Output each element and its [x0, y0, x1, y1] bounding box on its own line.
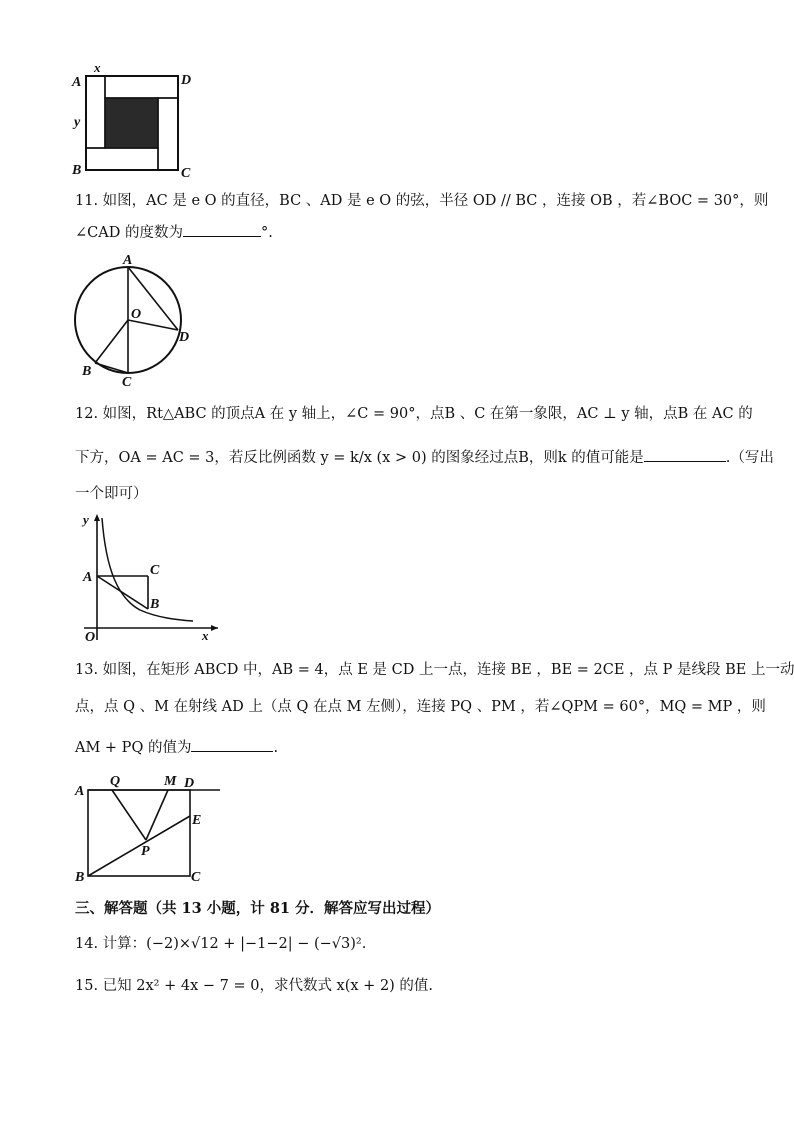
- fig10-label-B: B: [72, 163, 82, 178]
- fig11-label-C: C: [122, 375, 132, 390]
- fig13-label-C: C: [191, 870, 201, 885]
- section-3-heading: 三、解答题（共 13 小题，计 81 分．解答应写出过程）: [75, 900, 441, 917]
- fig12-label-B: B: [150, 597, 160, 612]
- fig10-label-y: y: [74, 115, 81, 130]
- q12-prompt: 下方，OA = AC = 3，若反比例函数 y = k/x (x > 0) 的图象经过点B，则k 的值可能是: [75, 450, 644, 466]
- q11-line-2: [75, 222, 273, 243]
- fig10-label-A: A: [72, 75, 82, 90]
- fig13-label-P: P: [141, 844, 150, 859]
- q12-line-2: [75, 447, 774, 468]
- fig13-label-Q: Q: [110, 774, 121, 789]
- q15-text: 15. 已知 2x² + 4x − 7 = 0，求代数式 x(x + 2) 的值.: [75, 978, 434, 994]
- fig10-label-C: C: [181, 166, 191, 180]
- q12-answer-blank[interactable]: [644, 447, 726, 462]
- fig13-label-B: B: [75, 870, 85, 885]
- q13-answer-blank[interactable]: [191, 737, 273, 752]
- fig10-label-D: D: [181, 73, 192, 88]
- q12-suffix: .（写出: [725, 450, 774, 466]
- fig11-label-A: A: [123, 253, 133, 268]
- q11-line-1: 11. 如图，AC 是 e O 的直径，BC 、AD 是 e O 的弦，半径 OD // BC ，连接 OB ，若∠BOC = 30°，则: [75, 193, 769, 209]
- q11-prompt: ∠CAD 的度数为: [75, 225, 183, 241]
- fig13-label-E: E: [192, 813, 202, 828]
- q13-line-2: 点，点 Q 、M 在射线 AD 上（点 Q 在点 M 左侧），连接 PQ 、PM ，若∠QPM = 60°，MQ = MP ，则: [75, 699, 766, 715]
- figure-q12: [78, 510, 228, 645]
- fig10-label-x: x: [94, 62, 101, 75]
- fig12-label-A: A: [83, 570, 93, 585]
- q13-suffix: .: [273, 740, 279, 756]
- q14-text: 14. 计算：(−2)×√12 + |−1−2| − (−√3)².: [75, 936, 367, 952]
- q13-prompt: AM + PQ 的值为: [75, 740, 192, 756]
- fig13-label-D: D: [184, 776, 195, 791]
- fig13-label-M: M: [164, 774, 177, 789]
- fig12-label-x: x: [202, 628, 209, 643]
- fig12-label-C: C: [150, 563, 160, 578]
- fig11-label-D: D: [179, 330, 190, 345]
- figure-q11: [70, 250, 200, 390]
- q13-line-1: 13. 如图，在矩形 ABCD 中，AB = 4，点 E 是 CD 上一点，连接 BE ，BE = 2CE ，点 P 是线段 BE 上一动: [75, 662, 794, 678]
- fig12-label-y: y: [83, 512, 89, 527]
- q12-line-3: 一个即可）: [75, 486, 148, 502]
- fig11-label-B: B: [82, 364, 92, 379]
- q12-line-1: 12. 如图，Rt△ABC 的顶点A 在 y 轴上，∠C = 90°，点B 、C 在第一象限，AC ⊥ y 轴，点B 在 AC 的: [75, 406, 753, 422]
- q13-line-3: [75, 737, 278, 758]
- figure-q13: [70, 768, 230, 888]
- fig11-label-O: O: [131, 307, 142, 322]
- fig12-label-O: O: [85, 630, 96, 645]
- q11-answer-blank[interactable]: [183, 222, 261, 237]
- figure-q10: [70, 62, 200, 180]
- fig13-label-A: A: [75, 784, 85, 799]
- q11-suffix: °.: [260, 225, 273, 241]
